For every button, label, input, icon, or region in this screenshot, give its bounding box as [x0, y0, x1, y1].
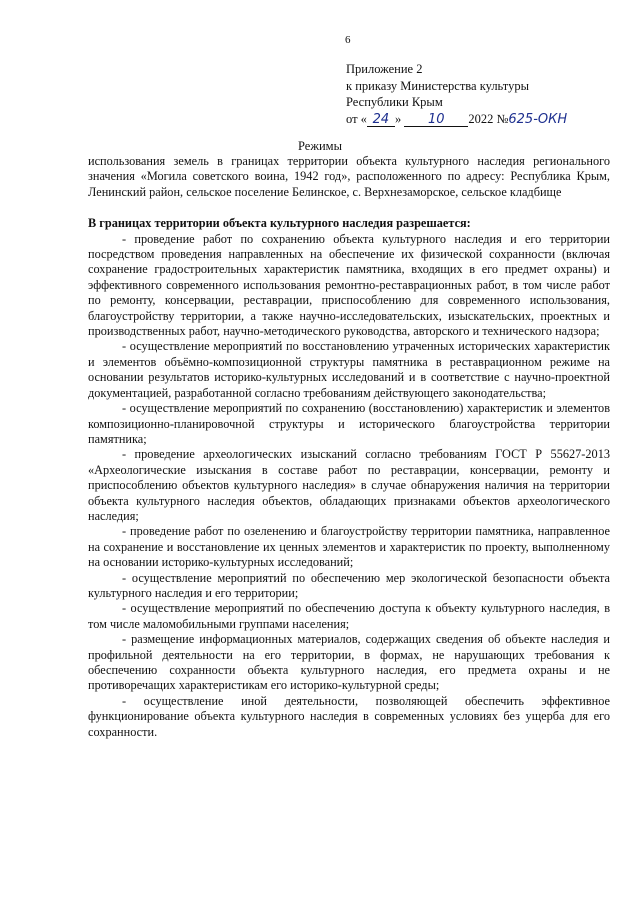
list-item: - проведение археологических изысканий согласно требованиям ГОСТ Р 55627-2013 «Археологические изыскания в составе работ по реставрации, консервации, ремонту и приспособлению объектов культурного наследия» в случае обнаружения наличия на территории объекта культурного наследия объектов, обладающих признаками объектов археологического наследия; [88, 447, 610, 523]
list-item: - проведение работ по озеленению и благоустройству территории памятника, направленное на сохранение и восстановление их ценных элементов и характеристик по проекту, выполненному на основании историко-культурных исследований; [88, 524, 610, 570]
document-body [88, 154, 610, 740]
list-item: - осуществление мероприятий по обеспечению мер экологической безопасности объекта культурного наследия и его территории; [88, 570, 610, 600]
date-day-handwritten: 24 [367, 113, 395, 127]
list-item: - проведение работ по сохранению объекта культурного наследия и его территории посредством проведения направленных на обеспечение их физической сохранности (включая сохранение градостроительных характеристик памятника, входящих в его предмет охраны) и эффективного современного использования ремонтно-реставрационных работ, в том числе работ по ремонту, консервации, реставрации, приспособлению для современного использования, благоустройству территории, а также научно-исследовательских, изыскательских, проектных и производственных работ, научно-методического руководства, авторского и технического надзора; [88, 231, 610, 339]
list-item: - осуществление иной деятельности, позволяющей обеспечить эффективное функционирование объекта культурного наследия в современных условиях без ущерба для его сохранности. [88, 693, 610, 739]
appendix-republic: Республики Крым [346, 95, 443, 109]
appendix-title: Приложение 2 [346, 62, 423, 76]
section-heading: В границах территории объекта культурного наследия разрешается: [88, 216, 471, 231]
list-item: - осуществление мероприятий по восстановлению утраченных исторических характеристик и элементов объёмно-композиционной структуры памятника в реставрационном режиме на основании результатов историко-культурных исследований и в соответствие с научно-проектной документацией, разработанной согласно требованиям действующего законодательства; [88, 339, 610, 400]
page-number: 6 [345, 34, 351, 46]
date-month-handwritten: 10 [404, 113, 468, 127]
date-prefix: от « [346, 111, 367, 126]
list-item: - размещение информационных материалов, содержащих сведения об объекте наследия и профильной деятельности на его территории, в формах, не нарушающих требования к обеспечению сохранности объекта культурного наследия, его предмета охраны и не противоречащих характеристикам его историко-культурной среды; [88, 632, 610, 693]
order-date-line [346, 111, 567, 128]
list-item: - осуществление мероприятий по обеспечению доступа к объекту культурного наследия, в том числе маломобильными группами населения; [88, 601, 610, 631]
list-item: - осуществление мероприятий по сохранению (восстановлению) характеристик и элементов композиционно-планировочной структуры и исторического благоустройства территории памятника; [88, 401, 610, 446]
appendix-order-ref: к приказу Министерства культуры [346, 78, 529, 93]
document-title: Режимы [298, 139, 342, 153]
document-subtitle: использования земель в границах территории объекта культурного наследия регионального значения «Могила советского воина, 1942 год», расположенного по адресу: Республика Крым, Ленинский район, сельское поселение Белинское, с. Верхнезаморское, сельское кладбище [88, 154, 610, 199]
order-number-handwritten: 625-ОКН [508, 111, 568, 127]
date-mid: » [394, 111, 402, 126]
date-year: 2022 № [468, 111, 509, 126]
appendix-block [346, 61, 567, 127]
